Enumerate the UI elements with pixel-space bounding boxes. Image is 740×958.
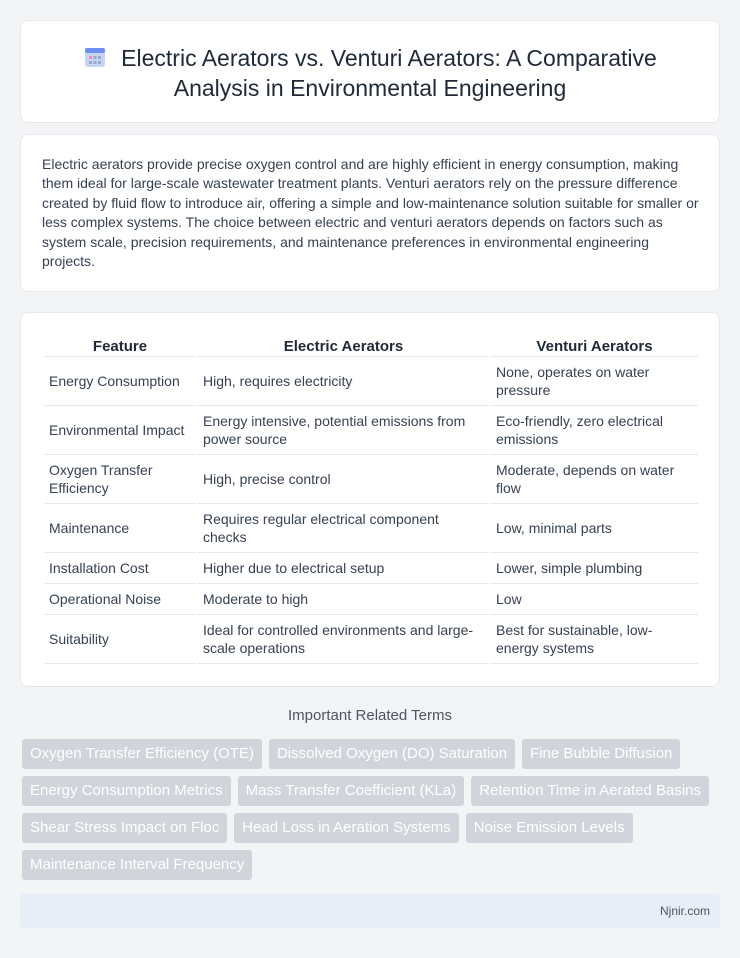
- table-cell: Lower, simple plumbing: [491, 553, 698, 584]
- column-header-electric: Electric Aerators: [198, 333, 489, 357]
- term-tag[interactable]: Maintenance Interval Frequency: [22, 850, 252, 880]
- term-tag[interactable]: Noise Emission Levels: [466, 813, 633, 843]
- table-row: [44, 455, 698, 504]
- related-terms-heading: Important Related Terms: [288, 707, 452, 724]
- table-cell: Installation Cost: [44, 553, 196, 584]
- table-row: [44, 584, 698, 615]
- table-cell: Energy Consumption: [44, 357, 196, 406]
- table-cell: Best for sustainable, low-energy systems: [491, 615, 698, 664]
- column-header-feature: Feature: [44, 333, 196, 357]
- table-cell: Higher due to electrical setup: [198, 553, 489, 584]
- table-row: [44, 615, 698, 664]
- term-tag[interactable]: Retention Time in Aerated Basins: [471, 776, 709, 806]
- term-tag[interactable]: Fine Bubble Diffusion: [522, 739, 680, 769]
- table-cell: High, precise control: [198, 455, 489, 504]
- table-cell: High, requires electricity: [198, 357, 489, 406]
- footer: [20, 894, 720, 928]
- term-tag[interactable]: Mass Transfer Coefficient (KLa): [238, 776, 465, 806]
- table-cell: Oxygen Transfer Efficiency: [44, 455, 196, 504]
- table-cell: Environmental Impact: [44, 406, 196, 455]
- calendar-grid-icon: [83, 45, 107, 69]
- table-cell: Energy intensive, potential emissions from power source: [198, 406, 489, 455]
- table-cell: Low, minimal parts: [491, 504, 698, 553]
- summary-card: [20, 134, 720, 292]
- table-cell: Suitability: [44, 615, 196, 664]
- footer-site-link[interactable]: Njnir.com: [659, 904, 710, 918]
- comparison-table-card: [20, 312, 720, 687]
- table-cell: Maintenance: [44, 504, 196, 553]
- table-cell: Operational Noise: [44, 584, 196, 615]
- summary-text: Electric aerators provide precise oxygen control and are highly efficient in energy consumption, making them ideal for large-scale wastewater treatment plants. Venturi aerators rely on the pressure difference created by fluid flow to introduce air, offering a simple and low-maintenance solution suitable for smaller or less complex systems. The choice between electric and venturi aerators depends on factors such as system scale, precision requirements, and maintenance preferences in environmental engineering projects.: [42, 156, 699, 270]
- term-tag[interactable]: Head Loss in Aeration Systems: [234, 813, 458, 843]
- comparison-table: [42, 333, 700, 664]
- table-cell: Requires regular electrical component checks: [198, 504, 489, 553]
- table-cell: Moderate, depends on water flow: [491, 455, 698, 504]
- title-line-2: Analysis in Environmental Engineering: [173, 75, 567, 101]
- table-row: [44, 504, 698, 553]
- term-tag[interactable]: Dissolved Oxygen (DO) Saturation: [269, 739, 515, 769]
- table-row: [44, 406, 698, 455]
- column-header-venturi: Venturi Aerators: [491, 333, 698, 357]
- table-cell: Low: [491, 584, 698, 615]
- table-cell: Eco-friendly, zero electrical emissions: [491, 406, 698, 455]
- table-row: [44, 357, 698, 406]
- related-terms-list: [22, 739, 718, 880]
- table-cell: Ideal for controlled environments and large-scale operations: [198, 615, 489, 664]
- page-title: [21, 43, 719, 103]
- term-tag[interactable]: Shear Stress Impact on Floc: [22, 813, 227, 843]
- table-cell: Moderate to high: [198, 584, 489, 615]
- title-card: [20, 20, 720, 123]
- term-tag[interactable]: Oxygen Transfer Efficiency (OTE): [22, 739, 262, 769]
- table-cell: None, operates on water pressure: [491, 357, 698, 406]
- table-row: [44, 553, 698, 584]
- term-tag[interactable]: Energy Consumption Metrics: [22, 776, 231, 806]
- title-line-1: Electric Aerators vs. Venturi Aerators: A Comparative: [121, 45, 657, 71]
- table-header-row: [44, 333, 698, 357]
